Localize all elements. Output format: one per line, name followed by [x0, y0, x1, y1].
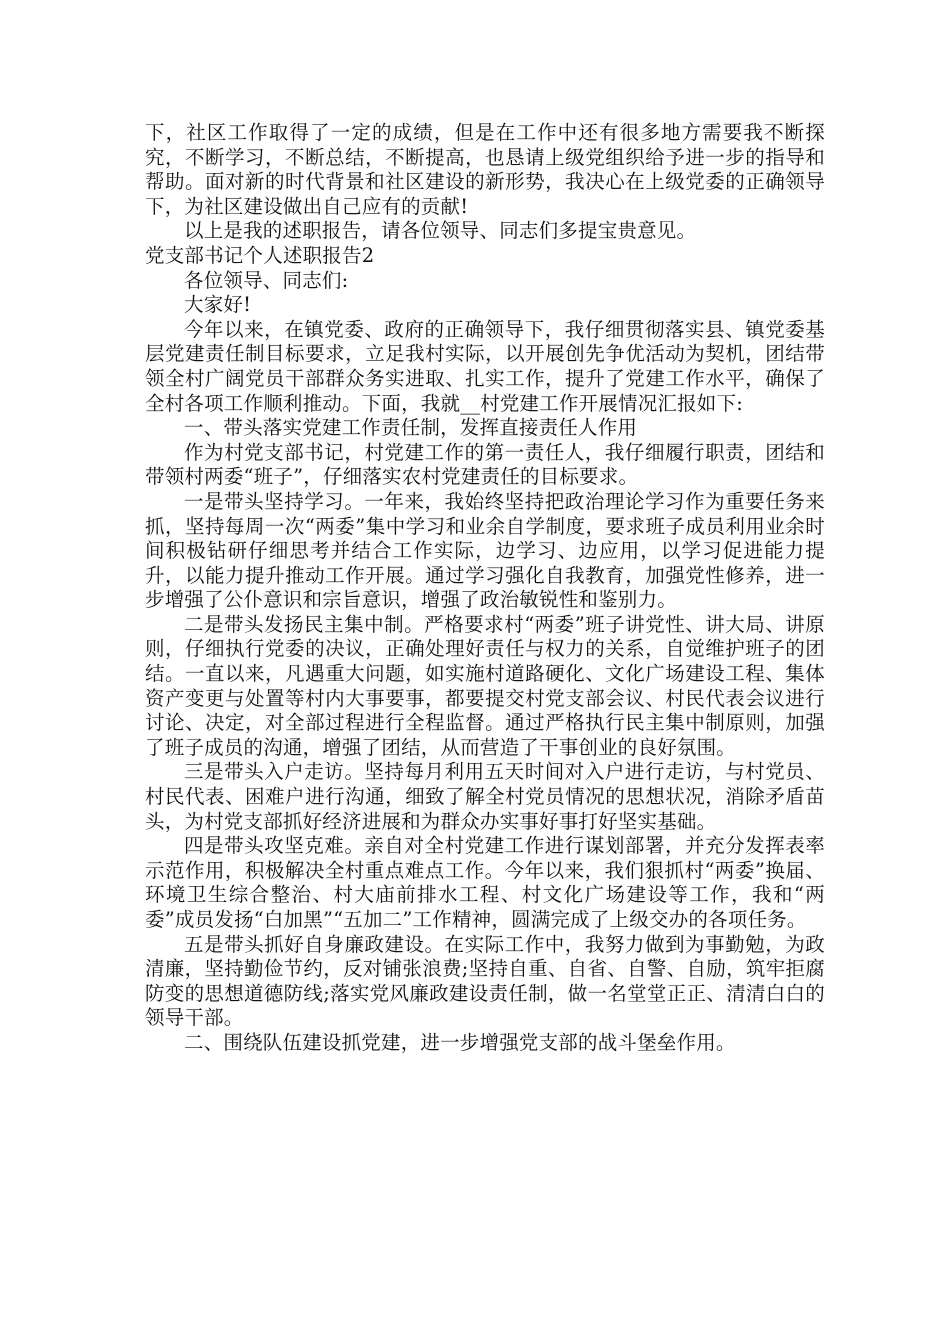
paragraph-point-5: 五是带头抓好自身廉政建设。在实际工作中，我努力做到为事勤勉，为政清廉，坚持勤俭节约，反对铺张浪费;坚持自重、自省、自警、自励，筑牢拒腐防变的思想道德防线;落实党风廉政建设责任制，做一名堂堂正正、清清白白的领导干部。 [145, 932, 825, 1030]
paragraph-intro: 今年以来，在镇党委、政府的正确领导下，我仔细贯彻落实县、镇党委基层党建责任制目标要求，立足我村实际，以开展创先争优活动为契机，团结带领全村广阔党员干部群众务实进取、扎实工作，提升了党建工作水平，确保了全村各项工作顺利推动。下面，我就__村党建工作开展情况汇报如下: [145, 317, 825, 415]
paragraph-point-1: 一是带头坚持学习。一年来，我始终坚持把政治理论学习作为重要任务来抓，坚持每周一次“两委”集中学习和业余自学制度，要求班子成员利用业余时间积极钻研仔细思考并结合工作实际，边学习、边应用，以学习促进能力提升，以能力提升推动工作开展。通过学习强化自我教育，加强党性修养，进一步增强了公仆意识和宗旨意识，增强了政治敏锐性和鉴别力。 [145, 489, 825, 612]
paragraph-point-2: 二是带头发扬民主集中制。严格要求村“两委”班子讲党性、讲大局、讲原则，仔细执行党委的决议，正确处理好责任与权力的关系，自觉维护班子的团结。一直以来，凡遇重大问题，如实施村道路硬化、文化广场建设工程、集体资产变更与处置等村内大事要事，都要提交村党支部会议、村民代表会议进行讨论、决定，对全部过程进行全程监督。通过严格执行民主集中制原则，加强了班子成员的沟通，增强了团结，从而营造了干事创业的良好氛围。 [145, 612, 825, 759]
paragraph-point-4: 四是带头攻坚克难。亲自对全村党建工作进行谋划部署，并充分发挥表率示范作用，积极解决全村重点难点工作。今年以来，我们狠抓村“两委”换届、环境卫生综合整治、村大庙前排水工程、村文化广场建设等工作，我和“两委”成员发扬“白加黑”“五加二”工作精神，圆满完成了上级交办的各项任务。 [145, 834, 825, 931]
document-body [145, 121, 825, 1056]
greeting: 大家好! [184, 293, 252, 317]
paragraph-point-3: 三是带头入户走访。坚持每月利用五天时间对入户进行走访，与村党员、村民代表、困难户进行沟通，细致了解全村党员情况的思想状况，消除矛盾苗头，为村党支部抓好经济进展和为群众办实事好事打好坚实基础。 [145, 760, 825, 833]
paragraph-community-work: 下，社区工作取得了一定的成绩，但是在工作中还有很多地方需要我不断探究，不断学习，不断总结，不断提高，也恳请上级党组织给予进一步的指导和帮助。面对新的时代背景和社区建设的新形势，我决心在上级党委的正确领导下，为社区建设做出自己应有的贡献! [145, 121, 825, 218]
report-title: 党支部书记个人述职报告2 [145, 243, 375, 267]
paragraph-responsibility: 作为村党支部书记，村党建工作的第一责任人，我仔细履行职责，团结和带领村两委“班子”，仔细落实农村党建责任的目标要求。 [145, 440, 825, 489]
paragraph-closing-remark: 以上是我的述职报告，请各位领导、同志们多提宝贵意见。 [184, 219, 697, 243]
salutation: 各位领导、同志们: [184, 268, 349, 292]
section-heading-2: 二、围绕队伍建设抓党建，进一步增强党支部的战斗堡垒作用。 [184, 1030, 736, 1054]
section-heading-1: 一、带头落实党建工作责任制，发挥直接责任人作用 [184, 416, 638, 440]
